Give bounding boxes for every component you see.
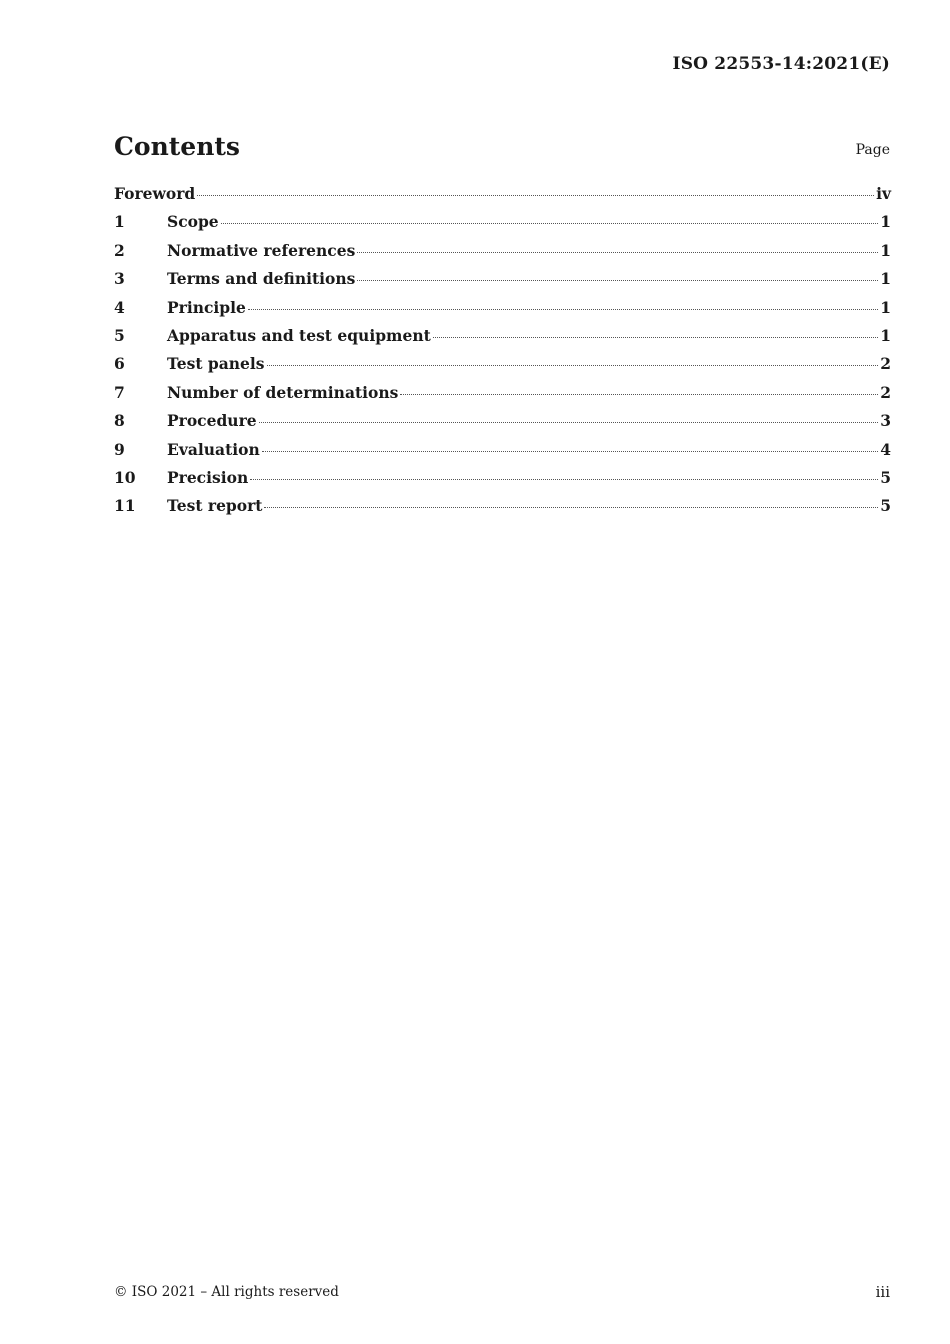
toc-entry-number: 4 (114, 297, 125, 317)
dot-leader (400, 394, 878, 395)
toc-entry-title: Evaluation (167, 439, 260, 459)
toc-entry-number: 11 (114, 496, 136, 516)
toc-entry-number: 8 (114, 411, 125, 431)
document-identifier: ISO 22553-14:2021(E) (672, 54, 890, 74)
dot-leader (250, 479, 878, 480)
toc-entry-title: Normative references (167, 240, 356, 260)
dot-leader (197, 195, 874, 196)
page-column-label: Page (855, 142, 890, 158)
toc-entry-page: 3 (880, 411, 891, 431)
dot-leader (433, 337, 878, 338)
dot-leader (357, 252, 878, 253)
toc-entry-page: iv (876, 184, 891, 203)
toc-entry-title: Scope (167, 212, 219, 232)
toc-entry-principle[interactable] (114, 298, 891, 326)
toc-entry-page: 1 (880, 325, 891, 345)
toc-entry-number: 9 (114, 439, 125, 459)
toc-entry-page: 5 (880, 467, 891, 487)
dot-leader (267, 365, 879, 366)
toc-entry-page: 5 (880, 496, 891, 516)
dot-leader (264, 507, 878, 508)
toc-entry-number: 2 (114, 240, 125, 260)
toc-entry-foreword[interactable] (114, 184, 891, 212)
toc-entry-title: Test report (167, 496, 263, 516)
toc-entry-title: Test panels (167, 354, 265, 374)
toc-entry-page: 1 (880, 297, 891, 317)
toc-entry-number: 5 (114, 325, 125, 345)
toc-entry-number: 6 (114, 354, 125, 374)
toc-entry-number: 7 (114, 382, 125, 402)
contents-heading: Contents (114, 132, 241, 161)
toc-entry-title: Precision (167, 467, 249, 487)
toc-entry-terms-and-definitions[interactable] (114, 269, 891, 297)
toc-entry-page: 1 (880, 240, 891, 260)
dot-leader (221, 223, 879, 224)
toc-entry-page: 4 (880, 439, 891, 459)
toc-entry-title: Terms and definitions (167, 269, 356, 289)
toc-entry-title: Apparatus and test equipment (167, 325, 431, 345)
table-of-contents (114, 184, 891, 525)
toc-entry-test-panels[interactable] (114, 354, 891, 382)
toc-entry-number: 1 (114, 212, 125, 232)
toc-entry-page: 2 (880, 382, 891, 402)
toc-entry-number-of-determinations[interactable] (114, 383, 891, 411)
toc-entry-procedure[interactable] (114, 411, 891, 439)
toc-entry-title: Procedure (167, 411, 257, 431)
toc-entry-page: 1 (880, 212, 891, 232)
toc-entry-apparatus[interactable] (114, 326, 891, 354)
toc-entry-precision[interactable] (114, 468, 891, 496)
page-number: iii (875, 1283, 890, 1301)
toc-entry-scope[interactable] (114, 212, 891, 240)
dot-leader (259, 422, 879, 423)
toc-entry-test-report[interactable] (114, 496, 891, 524)
dot-leader (357, 280, 878, 281)
toc-entry-normative-references[interactable] (114, 241, 891, 269)
toc-entry-page: 1 (880, 269, 891, 289)
toc-entry-number: 10 (114, 467, 136, 487)
toc-entry-evaluation[interactable] (114, 440, 891, 468)
toc-entry-number: 3 (114, 269, 125, 289)
copyright-notice: © ISO 2021 – All rights reserved (114, 1284, 339, 1300)
toc-entry-page: 2 (880, 354, 891, 374)
toc-entry-title: Principle (167, 297, 246, 317)
toc-entry-title: Foreword (114, 184, 196, 203)
dot-leader (262, 451, 878, 452)
dot-leader (248, 309, 878, 310)
toc-entry-title: Number of determinations (167, 382, 399, 402)
